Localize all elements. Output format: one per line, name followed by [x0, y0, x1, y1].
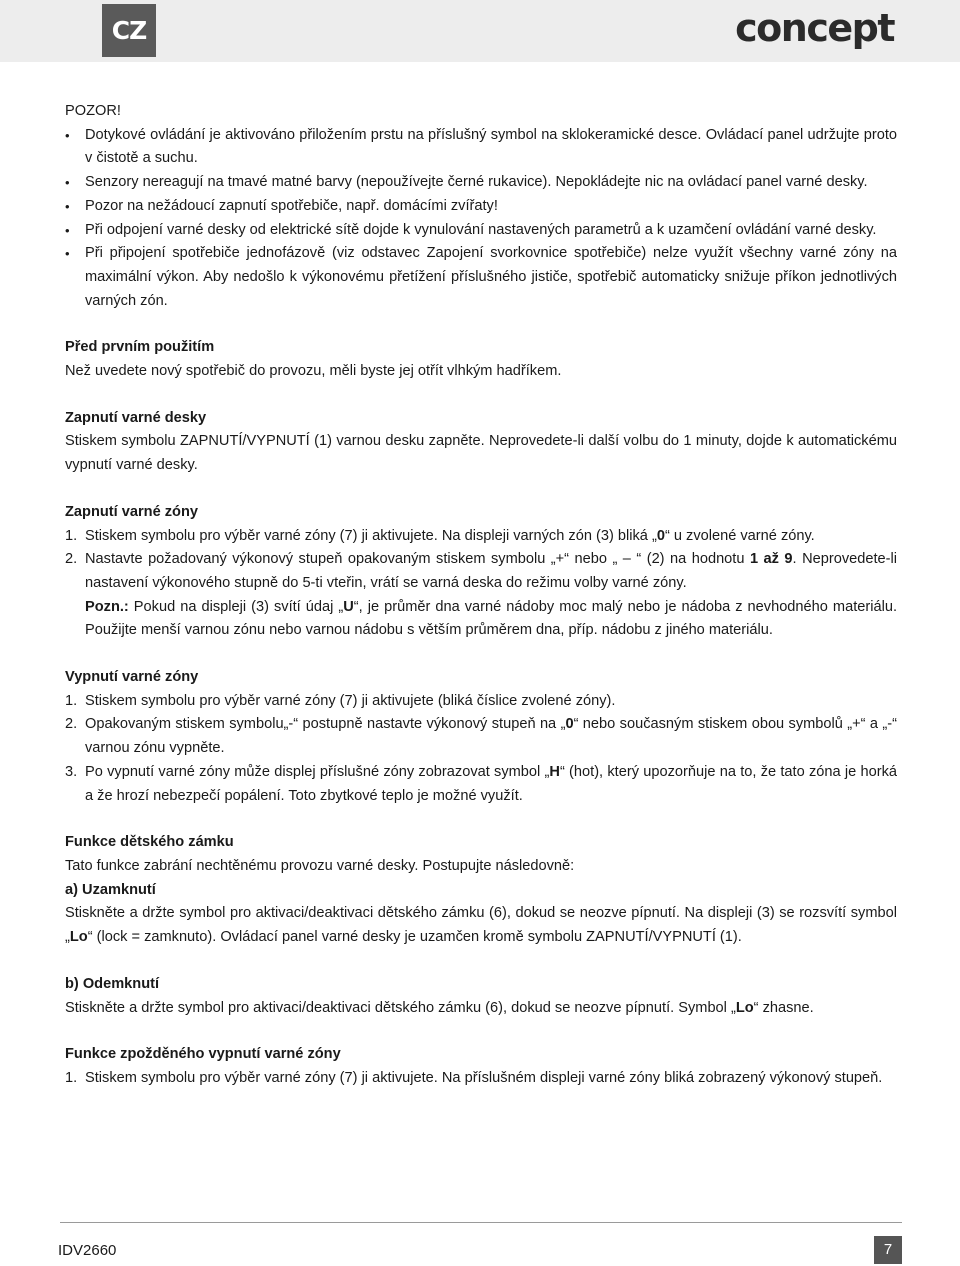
warning-list — [65, 124, 897, 314]
step-number: 3. — [65, 763, 78, 780]
subsection-unlock — [65, 973, 897, 1020]
section-text: Tato funkce zabrání nechtěnému provozu varné desky. Postupujte následovně: — [65, 857, 575, 874]
note-text: “, je průměr dna varné nádoby moc malý nebo je nádoba z nevhodného materiálu. Použijte menší varnou zónu nebo varnou nádobu s větším průměrem dna, příp. nádobu z jiného materiálu. — [85, 598, 897, 639]
paragraph-text: Stiskněte a držte symbol pro aktivaci/deaktivaci dětského zámku (6), dokud se neozve pípnutí. Symbol „ — [65, 999, 736, 1016]
warning-item: • Dotykové ovládání je aktivováno přiložením prstu na příslušný symbol na sklokeramické desce. Ovládací panel udržujte proto v čistotě a suchu. — [65, 124, 897, 171]
section-text — [65, 997, 897, 1021]
step-item — [65, 761, 897, 808]
warning-item: • Pozor na nežádoucí zapnutí spotřebiče, např. domácími zvířaty! — [65, 195, 897, 219]
section-heading: Zapnutí varné desky — [65, 409, 207, 426]
section-heading: Funkce dětského zámku — [65, 834, 234, 851]
step-text: Nastavte požadovaný výkonový stupeň opakovaným stiskem symbolu „+“ nebo „ – “ (2) na hodnotu — [85, 551, 750, 568]
warning-title: POZOR! — [65, 103, 121, 119]
section-delayed-off — [65, 1043, 897, 1090]
display-symbol: 0 — [656, 527, 665, 544]
brand-logo: concept — [735, 6, 894, 50]
step-text: Opakovaným stiskem symbolu„-“ postupně nastavte výkonový stupeň na „ — [85, 716, 566, 733]
section-zone-off — [65, 666, 897, 808]
step-item — [65, 690, 897, 714]
section-child-lock — [65, 831, 897, 1020]
section-heading: Před prvním použitím — [65, 339, 215, 356]
footer-divider — [60, 1222, 902, 1223]
section-heading: Funkce zpožděného vypnutí varné zóny — [65, 1046, 341, 1063]
power-range: 1 až 9 — [749, 551, 793, 568]
step-number: 1. — [65, 527, 78, 544]
step-number: 1. — [65, 692, 78, 709]
steps-list — [65, 525, 897, 596]
step-text: Po vypnutí varné zóny může displej příslušné zóny zobrazovat symbol „ — [85, 763, 550, 780]
display-symbol: 0 — [565, 716, 574, 733]
step-item — [65, 1067, 897, 1091]
page-number: 7 — [874, 1236, 902, 1264]
step-text: “ u zvolené varné zóny. — [664, 527, 815, 544]
section-first-use — [65, 336, 897, 383]
subsection-heading: a) Uzamknutí — [65, 881, 156, 898]
note-label: Pozn.: — [85, 598, 129, 615]
warning-item: • Při připojení spotřebiče jednofázově (viz odstavec Zapojení svorkovnice spotřebiče) nelze využít všechny varné zóny na maximální výkon. Aby nedošlo k výkonovému přetížení příslušného jističe, spotřebič automaticky snižuje příkon jednotlivých varných zón. — [65, 242, 897, 313]
step-text: . Neprovedete-li nastavení výkonového stupně do 5-ti vteřin, vrátí se varná deska do režimu volby varné zóny. — [85, 551, 897, 591]
note-text: Pokud na displeji (3) svítí údaj „ — [128, 598, 344, 615]
paragraph-text: “ zhasne. — [753, 999, 814, 1016]
section-text: Než uvedete nový spotřebič do provozu, měli byste jej otřít vlhkým hadříkem. — [65, 363, 562, 380]
display-symbol: U — [343, 598, 354, 615]
model-number: IDV2660 — [58, 1242, 117, 1259]
display-symbol: H — [549, 763, 560, 780]
section-heading: Zapnutí varné zóny — [65, 503, 198, 520]
step-number: 1. — [65, 1069, 78, 1086]
step-item — [65, 548, 897, 595]
page-content — [65, 100, 897, 1091]
display-symbol: Lo — [69, 929, 88, 946]
section-zone-on — [65, 501, 897, 643]
step-text: Stiskem symbolu pro výběr varné zóny (7) ji aktivujete (bliká číslice zvolené zóny). — [85, 692, 616, 709]
step-text: Stiskem symbolu pro výběr varné zóny (7) ji aktivujete. Na displeji varných zón (3) bliká „ — [85, 527, 657, 544]
step-number: 2. — [65, 716, 78, 733]
paragraph-text: “ (lock = zamknuto). Ovládací panel varné desky je uzamčen kromě symbolu ZAPNUTÍ/VYPNUTÍ (1). — [87, 929, 742, 946]
section-hob-on — [65, 407, 897, 478]
display-symbol: Lo — [735, 999, 754, 1016]
step-text: “ nebo současným stiskem obou symbolů „+“ a „-“ varnou zónu vypněte. — [85, 716, 898, 757]
section-heading: Vypnutí varné zóny — [65, 669, 199, 686]
note — [65, 596, 897, 643]
step-number: 2. — [65, 551, 78, 568]
step-text: “ (hot), který upozorňuje na to, že tato zóna je horká a že hrozí nebezpečí popálení. Toto zbytkové teplo je možné využít. — [85, 763, 897, 804]
warning-item: • Senzory nereagují na tmavé matné barvy (nepoužívejte černé rukavice). Nepokládejte nic na ovládací panel varné desky. — [65, 171, 897, 195]
section-text — [65, 902, 897, 949]
paragraph-text: Stiskněte a držte symbol pro aktivaci/deaktivaci dětského zámku (6), dokud se neozve pípnutí. Na displeji (3) se rozsvítí symbol „ — [65, 905, 897, 946]
step-item — [65, 713, 897, 760]
warning-item: • Při odpojení varné desky od elektrické sítě dojde k vynulování nastavených parametrů a k uzamčení ovládání varné desky. — [65, 219, 897, 243]
steps-list — [65, 690, 897, 809]
section-text: Stiskem symbolu ZAPNUTÍ/VYPNUTÍ (1) varnou desku zapněte. Neprovedete-li další volbu do 1 minuty, dojde k automatickému vypnutí varné desky. — [65, 433, 897, 474]
subsection-heading: b) Odemknutí — [65, 975, 160, 992]
step-item — [65, 525, 897, 549]
language-badge: CZ — [102, 4, 156, 57]
steps-list — [65, 1067, 897, 1091]
step-text: Stiskem symbolu pro výběr varné zóny (7) ji aktivujete. Na příslušném displeji varné zóny bliká zobrazený výkonový stupeň. — [85, 1069, 883, 1086]
